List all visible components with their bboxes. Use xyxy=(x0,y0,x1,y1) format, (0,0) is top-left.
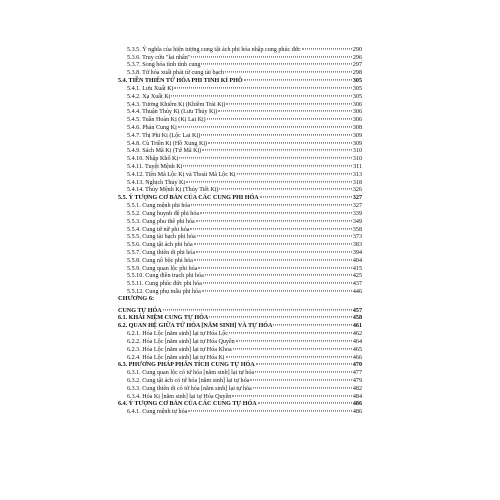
toc-entry-title: 5.5.10. Cung điền trạch phi hóa xyxy=(127,273,204,280)
toc-entry-title: 5.4.6. Phản Cung Kị xyxy=(127,124,177,131)
toc-entry-title: 5.4. TIỀN THIÊN TỨ HÓA PHI TINH KỈ PHÔ xyxy=(118,78,243,85)
toc-entry-title: CUNG TỰ HÓA xyxy=(118,307,162,314)
toc-entry-title: 5.5.12. Cung phụ mẫu phi hóa xyxy=(127,289,201,295)
toc-page-number: 305 xyxy=(352,93,362,100)
toc-entry-title: 6.2.2. Hóa Lộc [năm sinh] lại tự Hóa Quyền xyxy=(127,338,235,345)
toc-entry-title: 6.1. KHÁI NIỆM CUNG TỰ HÓA xyxy=(118,315,209,322)
toc-page-number: 297 xyxy=(352,62,362,69)
toc-page-number: 310 xyxy=(352,148,362,155)
toc-page-number: 310 xyxy=(352,156,362,163)
toc-page-number: 306 xyxy=(352,117,362,124)
toc-entry-title: 6.4. Ý TƯỢNG CƠ BẢN CỦA CÁC CUNG TỰ HÓA xyxy=(118,401,257,408)
toc-page-number: 482 xyxy=(352,385,362,392)
toc-entry-title: 5.4.10. Nhập Khố Kị xyxy=(127,156,179,163)
toc-entry-title: 5.4.5. Tuần Hoàn Kị (Kị Lai Kị) xyxy=(127,117,206,124)
toc-entry-title: 5.4.1. Lưu Xuất Kị xyxy=(127,85,174,92)
dot-leader xyxy=(188,403,352,412)
toc-page-number: 305 xyxy=(352,78,362,85)
toc-page-number: 326 xyxy=(352,187,362,194)
toc-entry-title: 5.5.1. Cung mệnh phi hóa xyxy=(127,203,191,210)
toc-page-number: 458 xyxy=(352,315,362,322)
toc-entry-title: CHƯƠNG 6: xyxy=(118,295,155,302)
toc-page-number: 464 xyxy=(352,338,362,345)
toc-page-number: 446 xyxy=(352,289,362,295)
toc-entry-title: 6.3.3. Cung thiên di có tứ hóa [năm sinh] lại tự hóa xyxy=(127,385,252,392)
toc-page-number: 457 xyxy=(352,307,362,314)
toc-entry-title: 5.5.9. Cung quan lộc phi hóa xyxy=(127,265,198,272)
toc-entry-title: 5.5.6. Cung tật ách phi hóa xyxy=(127,242,193,249)
table-of-contents xyxy=(118,42,362,416)
toc-page-number: 358 xyxy=(352,226,362,233)
toc-page-number: 462 xyxy=(352,331,362,338)
toc-page-number: 466 xyxy=(352,354,362,361)
toc-entry-title: 5.5.4. Cung tử nữ phi hóa xyxy=(127,226,190,233)
toc-entry-title: 6.2.1. Hóa Lộc [năm sinh] lại tự Hóa Lộc xyxy=(127,331,228,338)
toc-page-number: 309 xyxy=(352,140,362,147)
toc-entry-title: 5.5.2. Cung huynh đệ phi hóa xyxy=(127,210,200,217)
toc-page-number: 305 xyxy=(352,85,362,92)
toc-entry-title: 6.2.4. Hóa Lộc [năm sinh] lại tự Hóa Kị xyxy=(127,354,225,361)
toc-entry-title: 6.2.3. Hóa Lộc [năm sinh] lại tự Hóa Khoa xyxy=(127,346,232,353)
toc-entry-title: 6.3.1. Cung quan lộc có tứ hóa [năm sinh] lại tự hóa xyxy=(127,370,255,377)
toc-entry-title: 5.5. Ý TƯỢNG CƠ BẢN CỦA CÁC CUNG PHI HÓA xyxy=(118,195,259,202)
toc-page-number: 296 xyxy=(352,54,362,61)
toc-page-number: 327 xyxy=(352,203,362,210)
toc-page-number: 425 xyxy=(352,273,362,280)
toc-entry-title: 5.4.7. Thị Phi Kị (Lộc Lai Kị) xyxy=(127,132,201,139)
toc-page-number: 313 xyxy=(352,171,362,178)
toc-page-number: 486 xyxy=(352,409,362,416)
toc-page-number: 484 xyxy=(352,393,362,400)
toc-page-number: 306 xyxy=(352,109,362,116)
toc-page-number: 383 xyxy=(352,242,362,249)
dot-leader xyxy=(202,283,352,292)
toc-entry-title: 6.3.4. Hóa Kị [năm sinh] lại tự Hóa Quyền xyxy=(127,393,232,400)
toc-page-number: 437 xyxy=(352,281,362,288)
toc-entry-title: 5.4.13. Nghịch Thủy Kị xyxy=(127,179,186,186)
toc-entry-title: 5.4.3. Tương Khiêm Kị (Khiêm Trái Kị) xyxy=(127,101,226,108)
toc-entry-title: 6.4.1. Cung mệnh tự hóa xyxy=(127,409,188,416)
toc-page-number: 298 xyxy=(352,70,362,77)
toc-entry-title: 5.5.7. Cung thiên di phi hóa xyxy=(127,249,196,256)
toc-entry-title: 5.3.5. Ý nghĩa của hiện tượng cung tật ách phi hóa nhập cung phúc đức xyxy=(127,46,301,53)
toc-page-number: 339 xyxy=(352,210,362,217)
toc-page-number: 306 xyxy=(352,101,362,108)
toc-entry-title: 5.4.2. Xạ Xuất Kị xyxy=(127,93,171,100)
toc-page-number: 308 xyxy=(352,124,362,131)
toc-entry-title: 6.3. PHƯƠNG PHÁP PHÂN TÍCH CUNG TỰ HÓA xyxy=(118,362,255,369)
toc-entry-title: 5.3.8. Tứ hóa xuất phát từ cung tài bạch xyxy=(127,70,225,77)
toc-entry-title: 5.5.8. Cung nô bộc phi hóa xyxy=(127,257,194,264)
toc-page-number: 327 xyxy=(352,195,362,202)
toc-entry-title: 5.4.12. Tiền Mã Lộc Kị và Thoái Mã Lộc Kị xyxy=(127,171,236,178)
toc-page-number: 465 xyxy=(352,346,362,353)
toc-page-number: 290 xyxy=(352,46,362,53)
toc-page-number: 349 xyxy=(352,218,362,225)
toc-page-number: 486 xyxy=(352,401,362,408)
toc-entry-title: 6.2. QUAN HỆ GIỮA TỨ HÓA [NĂM SINH] VÀ TỰ HÓA xyxy=(118,323,273,330)
toc-page-number: 404 xyxy=(352,257,362,264)
toc-page-number: 477 xyxy=(352,370,362,377)
toc-entry-title: 5.5.5. Cung tài bạch phi hóa xyxy=(127,234,196,241)
toc-page-number: 373 xyxy=(352,234,362,241)
toc-page-number: 311 xyxy=(353,164,362,170)
toc-entry-title: 5.5.3. Cung phu thê phi hóa xyxy=(127,218,195,225)
toc-entry-title: 5.3.7. Song hóa tình tính cung xyxy=(127,62,201,69)
toc-entry-title: 5.4.14. Thủy Mệnh Kị (Thủy Tiết Kị) xyxy=(127,187,219,194)
toc-entry-title: 5.4.11. Tuyệt Mệnh Kị xyxy=(127,164,183,170)
toc-page-number: 461 xyxy=(352,323,362,330)
toc-page-number: 394 xyxy=(352,249,362,256)
toc-entry-title: 5.4.8. Cù Triền Kị (Hồ Xung Kị) xyxy=(127,140,208,147)
toc-entry-title: 5.3.6. Truy cứu "lai nhân" xyxy=(127,54,191,61)
toc-entry-title: 5.4.4. Thuận Thủy Kị (Lưu Thủy Kị) xyxy=(127,109,218,116)
toc-page-number: 318 xyxy=(352,179,362,186)
toc-entry-title: 5.5.11. Cung phúc đức phi hóa xyxy=(127,281,202,288)
toc-entry-title: 5.4.9. Sách Mã Kị (Tứ Mã Kị) xyxy=(127,148,202,155)
toc-entry-title: 6.3.2. Cung tật ách có tứ hóa [năm sinh] lại tự hóa xyxy=(127,377,250,384)
toc-page-number: 309 xyxy=(352,132,362,139)
toc-page-number: 479 xyxy=(352,377,362,384)
toc-page-number: 415 xyxy=(352,265,362,272)
toc-page-number: 470 xyxy=(352,362,362,369)
